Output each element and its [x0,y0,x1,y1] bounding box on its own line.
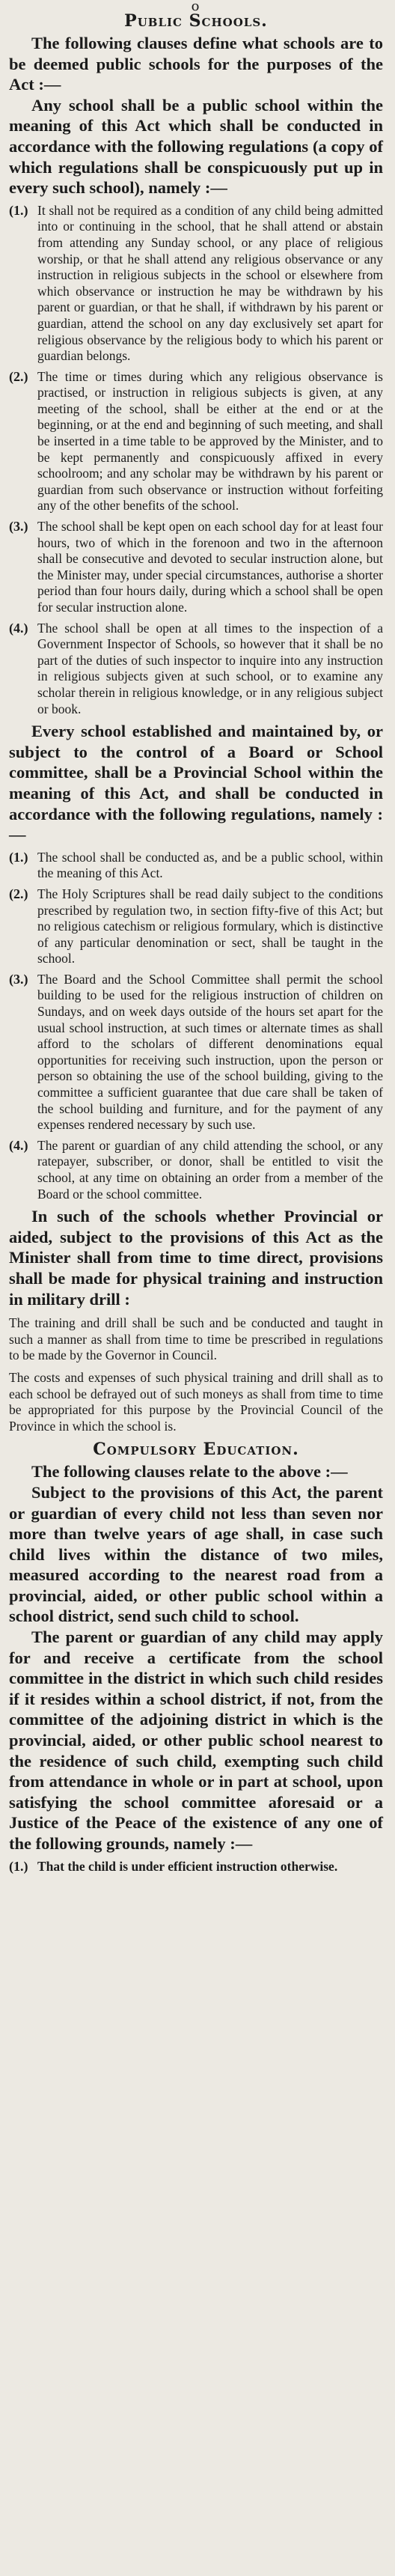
lead-paragraph-provincial: Every school established and maintained by, or subject to the control of a Board or School committee, shall be a Provincial School within the meaning of this Act, and shall be conducted in accordance with the following regulations, namely :— [9,722,383,844]
provincial-clause-3 [9,972,383,1133]
clause-number: (1.) [9,1858,28,1874]
section-heading-public-schools: Public Schools. [124,11,268,31]
clause-number: (3.) [9,519,28,535]
ornament: o [191,0,201,14]
clause-1 [9,203,383,365]
section-heading-compulsory-education: Compulsory Education. [93,1440,299,1460]
clause-text: The time or times during which any religious observance is practised, or instruction in religious subjects is given, at any meeting of the school, shall be either at the end or at the beginning, or at the end and beginning of such meeting, and shall be inserted in a time table to be approved by the Minister, and to be kept permanently and conspicuously affixed in every schoolroom; and any scholar may be withdrawn by his parent or guardian from such observance or instruction without forfeiting any of the other benefits of the school. [37,368,383,514]
clause-number: (4.) [9,620,28,636]
training-paragraph: The training and drill shall be such and be conducted and taught in such a manner as shall from time to time be prescribed in regulations to be made by the Governor in Council. [9,1315,383,1363]
clause-text: The school shall be conducted as, and be a public school, within the meaning of this Act. [37,849,383,881]
intro-paragraph-compulsory: The following clauses relate to the above :— [31,1462,348,1482]
lead-paragraph-drill: In such of the schools whether Provincial or aided, subject to the provisions of this Act as the Minister shall from time to time direct, provisions shall be made for physical training and instruction in military drill : [9,1207,383,1309]
clause-text: The school shall be kept open on each school day for at least four hours, two of which in the forenoon and two in the afternoon shall be consecutive and devoted to secular instruction alone, but the Minister may, under special circumstances, authorise a shorter period than four hours daily, during which a school shall be open for secular instruction alone. [37,519,383,615]
clause-text: It shall not be required as a condition of any child being admitted into or continuing in the school, that he shall attend or abstain from attending any Sunday school, or any place of religious worship, or that he shall attend any religious observance or any instruction in religious subjects in the school or elsewhere from which observance or instruction he may be withdrawn by his parent or guardian, or that he shall, if withdrawn by his parent or guardian, attend the school on any day exclusively set apart for religious observance by the religious body to which his parent or guardian belongs. [37,202,383,364]
clause-number: (3.) [9,971,28,987]
lead-paragraph-certificate: The parent or guardian of any child may apply for and receive a certificate from the school committee in the district in which such child resides if it resides within a school district, if not, from the committee of the adjoining district in which is the provincial, aided, or other public school nearest to the residence of such child, exempting such child from attendance in whole or in part at school, upon satisfying the school committee aforesaid or a Justice of the Peace of the existence of any one of the following grounds, namely :— [9,1627,383,1853]
clause-2 [9,369,383,514]
clause-number: (2.) [9,886,28,901]
lead-paragraph-compulsory: Subject to the provisions of this Act, the parent or guardian of every child not less than seven nor more than twelve years of age shall, in case such child lives within the distance of two miles, measured according to the nearest road from a provincial, aided, or other public school within a school district, send such child to school. [9,1482,383,1626]
clause-text: The Holy Scriptures shall be read daily subject to the conditions prescribed by regulation two, in section fifty-five of this Act; but no religious catechism or religious formulary, which is distinctive of any particular denomination or sect, shall be taught in the school. [37,886,383,966]
clause-number: (4.) [9,1137,28,1153]
costs-paragraph: The costs and expenses of such physical training and drill shall as to each school be defrayed out of such moneys as shall from time to time be appropriated for this purpose by the Provincial Council of the Province in which the school is. [9,1369,383,1434]
clause-number: (2.) [9,368,28,384]
provincial-clause-1 [9,850,383,882]
intro-paragraph: The following clauses define what schools are to be deemed public schools for the purposes of the Act :— [9,34,383,94]
clause-4 [9,621,383,718]
provincial-clause-4 [9,1138,383,1202]
clause-3 [9,519,383,616]
clause-text: That the child is under efficient instruction otherwise. [37,1858,338,1874]
provincial-clause-2 [9,886,383,967]
clause-number: (1.) [9,202,28,218]
clause-text: The parent or guardian of any child attending the school, or any ratepayer, subscriber, or donor, shall be entitled to visit the school, at any time on obtaining an order from a member of the Board or the school committee. [37,1137,383,1202]
clause-text: The school shall be open at all times to the inspection of a Government Inspector of Schools, so however that it shall be no part of the duties of such inspector to inquire into any instruction in religious subjects given at such school, or to examine any scholar therein in religious knowledge, or in any religious subject or book. [37,620,383,716]
lead-paragraph: Any school shall be a public school within the meaning of this Act which shall be conducted in accordance with the following regulations (a copy of which regulations shall be conspicuously put up in every such school), namely :— [9,95,383,198]
clause-text: The Board and the School Committee shall permit the school building to be used for the religious instruction of children on Sundays, and on week days outside of the hours set apart for the usual school instruction, at such times or alternate times as shall afford to the scholars of different denominations equal opportunities for receiving such instruction, upon the person or person so obtaining the use of the school building, giving to the committee a sufficient guarantee that due care shall be taken of the school building and furniture, and for the payment of any expenses rendered necessary by such use. [37,971,383,1133]
clause-number: (1.) [9,849,28,865]
grounds-clause-1 [9,1859,383,1875]
